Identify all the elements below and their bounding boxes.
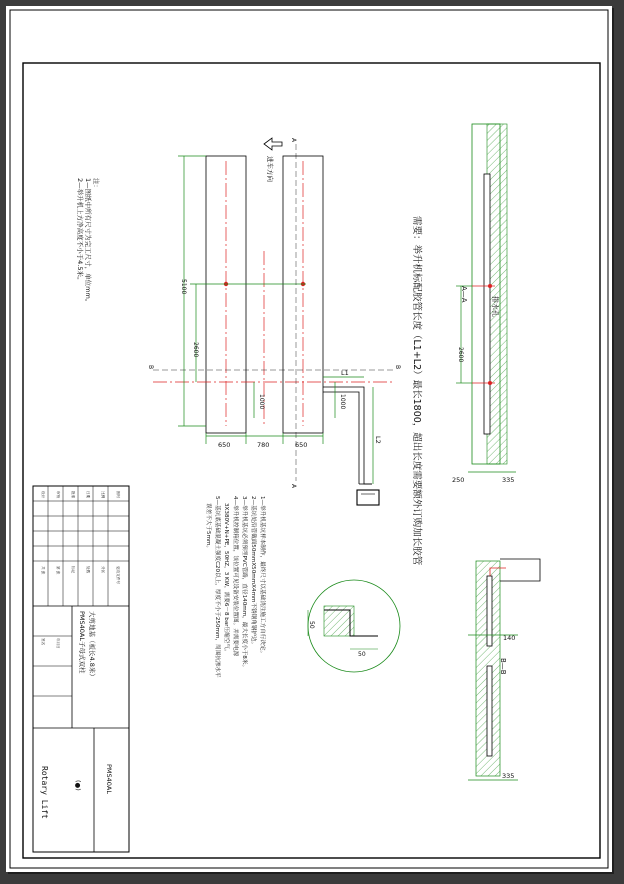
- plan-view: [153, 138, 395, 505]
- control-box: [357, 490, 379, 505]
- spec-note-2: 2—基坑处沿管截面50mmX50mmX4mm不锈钢角钢护边。: [250, 496, 256, 648]
- cell-label: 更改文件号: [116, 566, 120, 584]
- section-aa-label: A—A: [460, 286, 468, 303]
- cell-label: 比例: [101, 491, 105, 499]
- cell-label: 图号: [116, 491, 120, 499]
- dim-detail-b: 50: [358, 651, 366, 658]
- cell-label: 签名: [41, 638, 45, 646]
- dim-offset-2: 1000: [339, 394, 346, 410]
- cell-label: 分区: [101, 566, 105, 574]
- drawing-title-line1: PMS40AL子母式双柱: [78, 611, 86, 674]
- cell-label: 处数: [86, 566, 90, 574]
- note-2: 2—举升机上方净高度不小于4.5米。: [76, 178, 84, 284]
- note-1: 1—图纸中所有尺寸为完工尺寸，单位mm。: [84, 178, 92, 306]
- dim-overall-length: 5100: [180, 279, 187, 295]
- dim-aa-base-right: 335: [502, 476, 515, 484]
- requirement-text: 需要：举升机标配胶管长度（L1+L2）最长1800，超出长度需要额外订购加长胶管: [411, 216, 422, 566]
- dim-inner-length: 2600: [192, 342, 199, 358]
- dim-detail-a: 50: [308, 621, 315, 629]
- spec-note-3: 3—举升机基坑必须预埋PVC管路，直径140mm，最大长度小于8米。: [241, 496, 247, 671]
- dim-aa-depth: 2600: [457, 347, 464, 363]
- spec-note-5: 3X380V+N+PE，50HZ，3 KW，需要6－8 bar压缩空气。: [223, 503, 229, 655]
- dim-aa-base-left: 250: [452, 476, 465, 484]
- cell-label: 审核: [56, 491, 60, 499]
- section-bb-label: B—B: [499, 658, 507, 675]
- cell-label: 共 张: [41, 566, 45, 575]
- cell-label: 日期: [86, 491, 90, 499]
- dim-offset: 1000: [258, 394, 265, 410]
- spec-note-4: 4—举升机控制箱位置，该位置可见设备安装位置图。并需要电源: [232, 496, 238, 657]
- marker-a-top: A: [290, 138, 297, 143]
- cell-label: 标记: [71, 566, 75, 574]
- dim-bb-base: 335: [502, 772, 515, 780]
- marker-b-left: B: [147, 365, 154, 370]
- marker-b-right: B: [394, 365, 401, 370]
- direction-arrow-icon: [264, 138, 282, 150]
- drawing-title-line2: 大剪地基（板长4.8米）: [88, 611, 96, 680]
- spec-note-6: 5—基坑底基础混凝土强度C20以上，厚度不小于250mm，周围抗渗水平: [214, 496, 220, 678]
- dim-bb-pipe: 140: [503, 634, 516, 642]
- dim-l2: L2: [374, 436, 382, 444]
- cell-label: 年月日: [56, 638, 60, 649]
- outer-frame: [10, 10, 608, 868]
- detail-circle: [308, 580, 400, 672]
- dim-width-mid: 780: [257, 441, 270, 449]
- cell-label: 第 张: [56, 566, 60, 575]
- drawing-sheet: [6, 6, 612, 872]
- notes-title: 注：: [92, 178, 100, 191]
- dim-width-left: 650: [218, 441, 231, 449]
- cell-label: 设计: [41, 491, 45, 499]
- company-name: Rotary Lift: [40, 766, 49, 819]
- direction-label: 进车方向: [266, 156, 274, 182]
- scale-mark: (●): [74, 780, 82, 791]
- inner-frame: [23, 63, 600, 858]
- dim-width-right: 650: [295, 441, 308, 449]
- marker-a-bottom: A: [290, 484, 297, 489]
- drain-label: 排水孔: [491, 296, 499, 317]
- spec-note-7: 误差不大于5mm。: [205, 503, 211, 552]
- drawing-canvas: [6, 6, 612, 872]
- spec-note-1: 1—举升机基坑样本制作，最终尺寸以基础浇注施工方自行决定。: [259, 496, 265, 657]
- dim-l1: L1: [341, 369, 349, 377]
- cell-label: 批准: [71, 491, 75, 499]
- model-number: PMS40AL: [105, 764, 113, 794]
